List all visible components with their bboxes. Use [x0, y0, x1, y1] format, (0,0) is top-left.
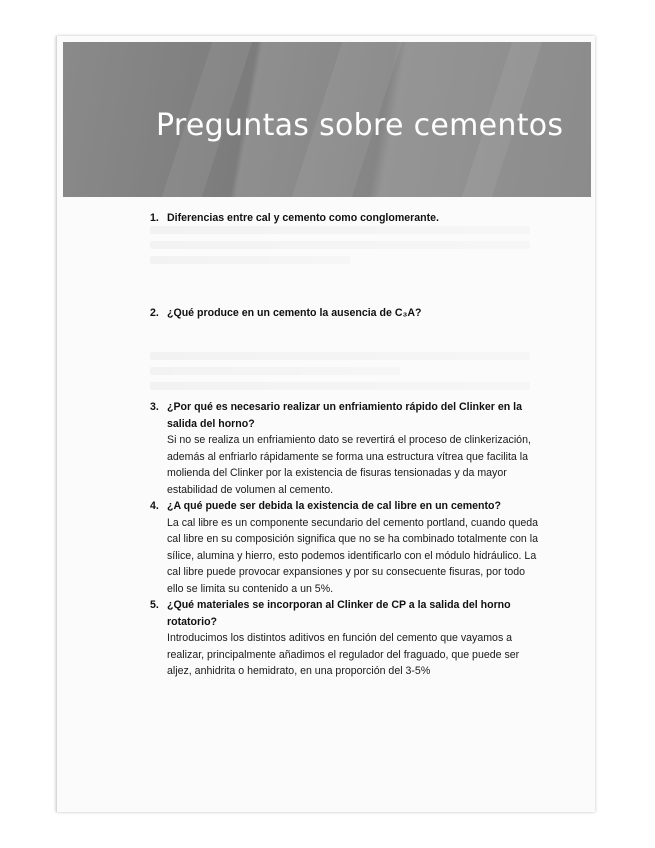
question-number: 3.	[150, 401, 159, 413]
question-text: ¿Por qué es necesario realizar un enfriamiento rápido del Clinker en la salida del horno?	[167, 401, 522, 430]
answer-text: Introducimos los distintos aditivos en función del cemento que vayamos a realizar, principalmente añadimos el regulador del fraguado, que puede ser aljez, anhidrita o hemidrato, en una proporción del 3-5%	[167, 632, 520, 677]
question-text: ¿A qué puede ser debida la existencia de cal libre en un cemento?	[167, 500, 501, 512]
question-number: 5.	[150, 599, 159, 611]
question-item-1	[150, 210, 540, 227]
question-number: 4.	[150, 500, 159, 512]
question-item-2	[150, 305, 540, 322]
question-number: 1.	[150, 212, 159, 224]
question-text: ¿Qué produce en un cemento la ausencia de C₃A?	[167, 306, 422, 319]
question-item-3	[150, 399, 540, 498]
question-item-4	[150, 498, 540, 597]
question-text: Diferencias entre cal y cemento como conglomerante.	[167, 212, 439, 224]
answer-text: La cal libre es un componente secundario del cemento portland, cuando queda cal libre en su composición significa que no se ha combinado totalmente con la sílice, alumina y hierro, esto podemos identificarlo con el módulo hidráulico. La cal libre puede provocar expansiones y por su consecuente fisuras, por todo ello se limita su contenido a un 5%.	[167, 516, 539, 595]
question-list	[150, 210, 540, 680]
document-page	[56, 36, 595, 812]
answer-text: Si no se realiza un enfriamiento dato se revertirá el proceso de clinkerización, además al enfriarlo rápidamente se forma una estructura vítrea que facilita la molienda del Clinker por la existencia de fisuras tensionadas y da mayor estabilidad de volumen al cemento.	[167, 434, 531, 496]
page-title: Preguntas sobre cementos	[156, 108, 564, 143]
title-banner	[63, 42, 591, 197]
question-number: 2.	[150, 306, 159, 319]
question-text: ¿Qué materiales se incorporan al Clinker de CP a la salida del horno rotatorio?	[167, 599, 511, 628]
question-item-5	[150, 597, 540, 680]
